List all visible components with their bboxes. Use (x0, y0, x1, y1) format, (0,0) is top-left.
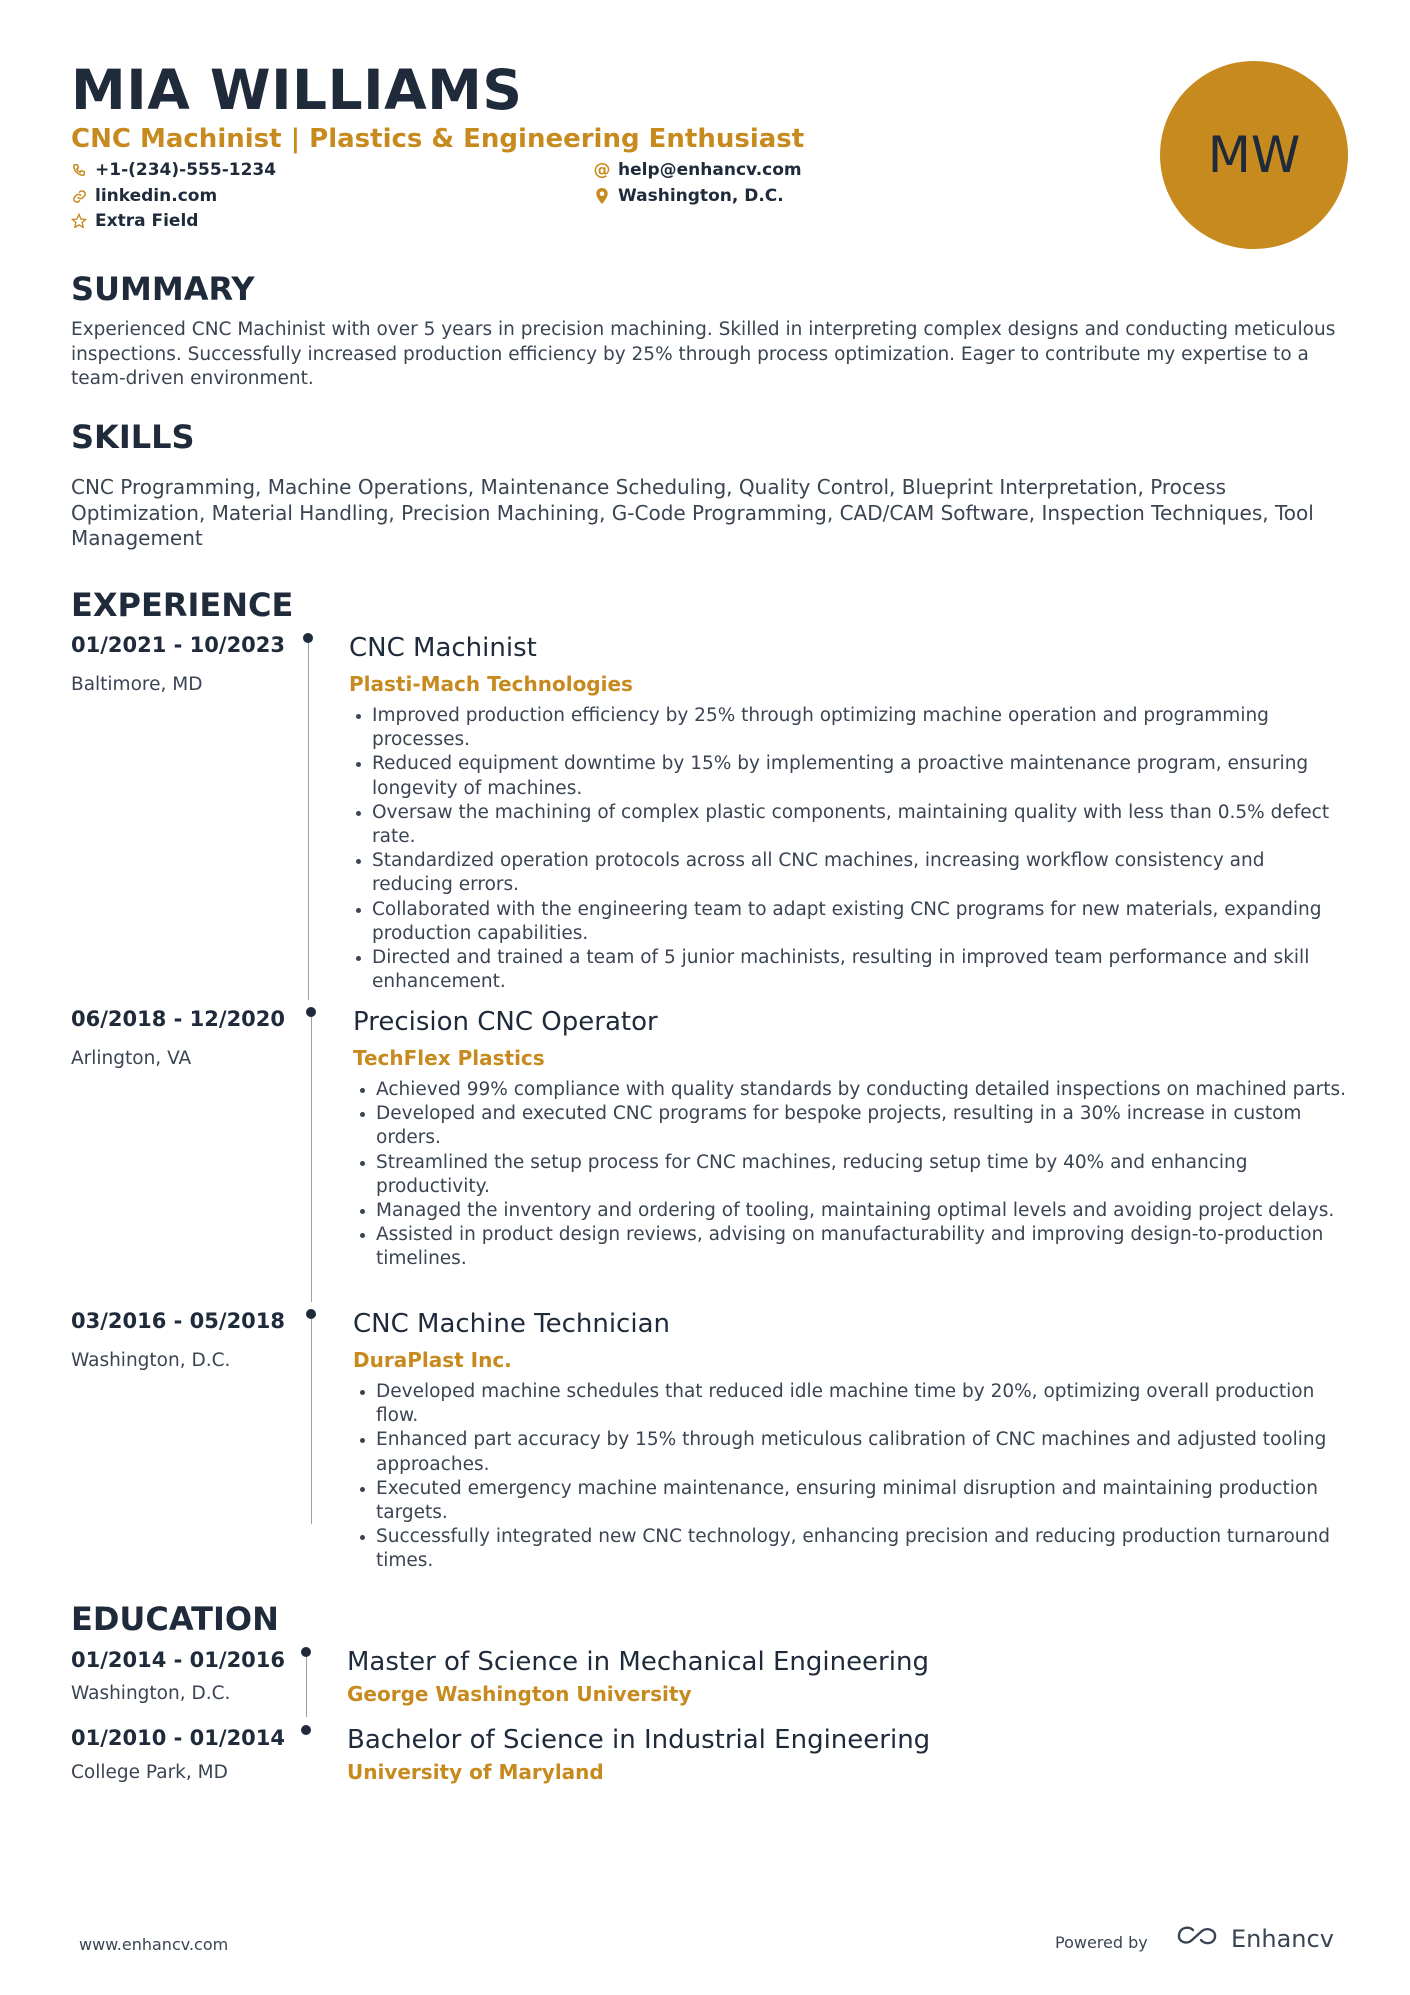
summary-heading: SUMMARY (71, 270, 255, 308)
candidate-title: CNC Machinist | Plastics & Engineering Enthusiast (71, 124, 805, 154)
timeline-dot (306, 1007, 316, 1017)
edu-school: University of Maryland (347, 1760, 604, 1784)
edu-location: Washington, D.C. (71, 1683, 231, 1704)
job-company: Plasti-Mach Technologies (349, 672, 633, 696)
job-bullet: Improved production efficiency by 25% through optimizing machine operation and programming processes. (349, 704, 1349, 752)
extra-field-text: Extra Field (95, 211, 199, 231)
edu-degree: Bachelor of Science in Industrial Engineering (347, 1725, 931, 1755)
timeline-dot (303, 633, 313, 643)
job-role: CNC Machine Technician (353, 1309, 670, 1339)
job-company: DuraPlast Inc. (353, 1348, 512, 1372)
timeline-dot (306, 1309, 316, 1319)
job-bullets (349, 704, 1349, 994)
phone-icon (71, 162, 87, 178)
job-location: Baltimore, MD (71, 674, 203, 695)
job-bullet: Successfully integrated new CNC technology, enhancing precision and reducing production turnaround times. (353, 1525, 1353, 1573)
job-bullet: Reduced equipment downtime by 15% by implementing a proactive maintenance program, ensuring longevity of machines. (349, 752, 1349, 800)
at-icon: @ (593, 160, 611, 180)
edu-school: George Washington University (347, 1682, 692, 1706)
job-location: Washington, D.C. (71, 1350, 231, 1371)
skills-text: CNC Programming, Machine Operations, Maintenance Scheduling, Quality Control, Blueprint Interpretation, Process Optimization, Material Handling, Precision Machining, G-Code Programming, CAD/CAM Software, Inspection Techniques, Tool Management (71, 475, 1314, 550)
enhancv-logo-icon (1175, 1924, 1221, 1954)
job-bullet: Streamlined the setup process for CNC machines, reducing setup time by 40% and enhancing productivity. (353, 1151, 1353, 1199)
edu-dates: 01/2014 - 01/2016 (71, 1648, 286, 1672)
timeline-line (308, 643, 309, 1000)
job-role: Precision CNC Operator (353, 1007, 658, 1037)
job-bullets (353, 1078, 1353, 1272)
phone-text: +1-(234)-555-1234 (95, 160, 277, 180)
job-bullet: Managed the inventory and ordering of tooling, maintaining optimal levels and avoiding project delays. (353, 1199, 1353, 1223)
summary-text: Experienced CNC Machinist with over 5 years in precision machining. Skilled in interpreting complex designs and conducting meticulous inspections. Successfully increased production efficiency by 25% through process optimization. Eager to contribute my expertise to a team-driven environment. (71, 319, 1336, 389)
job-dates: 06/2018 - 12/2020 (71, 1007, 286, 1031)
contact-extra (71, 211, 198, 231)
job-company: TechFlex Plastics (353, 1046, 545, 1070)
job-role: CNC Machinist (349, 633, 537, 663)
footer-url[interactable]: www.enhancv.com (79, 1935, 229, 1954)
job-bullets (353, 1380, 1353, 1574)
job-bullet: Oversaw the machining of complex plastic components, maintaining quality with less than 0.5% defect rate. (349, 801, 1349, 849)
timeline-line (311, 1017, 312, 1302)
job-bullet: Directed and trained a team of 5 junior machinists, resulting in improved team performance and skill enhancement. (349, 946, 1349, 994)
contact-phone[interactable] (71, 160, 276, 180)
location-text: Washington, D.C. (618, 186, 784, 206)
job-bullet: Collaborated with the engineering team to adapt existing CNC programs for new materials, expanding production capabilities. (349, 898, 1349, 946)
powered-by-label: Powered by (1055, 1933, 1148, 1952)
email-text: help@enhancv.com (618, 160, 802, 180)
job-dates: 03/2016 - 05/2018 (71, 1309, 286, 1333)
job-location: Arlington, VA (71, 1048, 192, 1069)
contact-location (594, 186, 784, 206)
job-dates: 01/2021 - 10/2023 (71, 633, 286, 657)
edu-degree: Master of Science in Mechanical Engineering (347, 1647, 929, 1677)
avatar-initials: MW (1207, 126, 1301, 184)
link-icon (71, 188, 87, 204)
timeline-dot (301, 1647, 311, 1657)
education-heading: EDUCATION (71, 1600, 279, 1638)
job-bullet: Executed emergency machine maintenance, ensuring minimal disruption and maintaining production targets. (353, 1477, 1353, 1525)
brand-name: Enhancv (1231, 1925, 1334, 1953)
experience-heading: EXPERIENCE (71, 586, 294, 624)
skills-heading: SKILLS (71, 418, 195, 456)
edu-dates: 01/2010 - 01/2014 (71, 1726, 286, 1750)
timeline-dot (301, 1725, 311, 1735)
candidate-name: MIA WILLIAMS (71, 58, 523, 122)
star-icon (71, 213, 87, 229)
enhancv-logo[interactable] (1175, 1924, 1334, 1954)
linkedin-text: linkedin.com (95, 186, 218, 206)
job-bullet: Achieved 99% compliance with quality standards by conducting detailed inspections on machined parts. (353, 1078, 1353, 1102)
contact-email[interactable] (594, 160, 802, 180)
edu-location: College Park, MD (71, 1762, 228, 1783)
job-bullet: Enhanced part accuracy by 15% through meticulous calibration of CNC machines and adjusted tooling approaches. (353, 1428, 1353, 1476)
job-bullet: Assisted in product design reviews, advising on manufacturability and improving design-to-production timelines. (353, 1223, 1353, 1271)
contact-linkedin[interactable] (71, 186, 217, 206)
avatar (1160, 61, 1348, 249)
timeline-line (306, 1657, 307, 1717)
timeline-line (311, 1319, 312, 1524)
job-bullet: Developed machine schedules that reduced idle machine time by 20%, optimizing overall production flow. (353, 1380, 1353, 1428)
job-bullet: Developed and executed CNC programs for bespoke projects, resulting in a 30% increase in custom orders. (353, 1102, 1353, 1150)
location-pin-icon (594, 188, 610, 204)
job-bullet: Standardized operation protocols across all CNC machines, increasing workflow consistency and reducing errors. (349, 849, 1349, 897)
